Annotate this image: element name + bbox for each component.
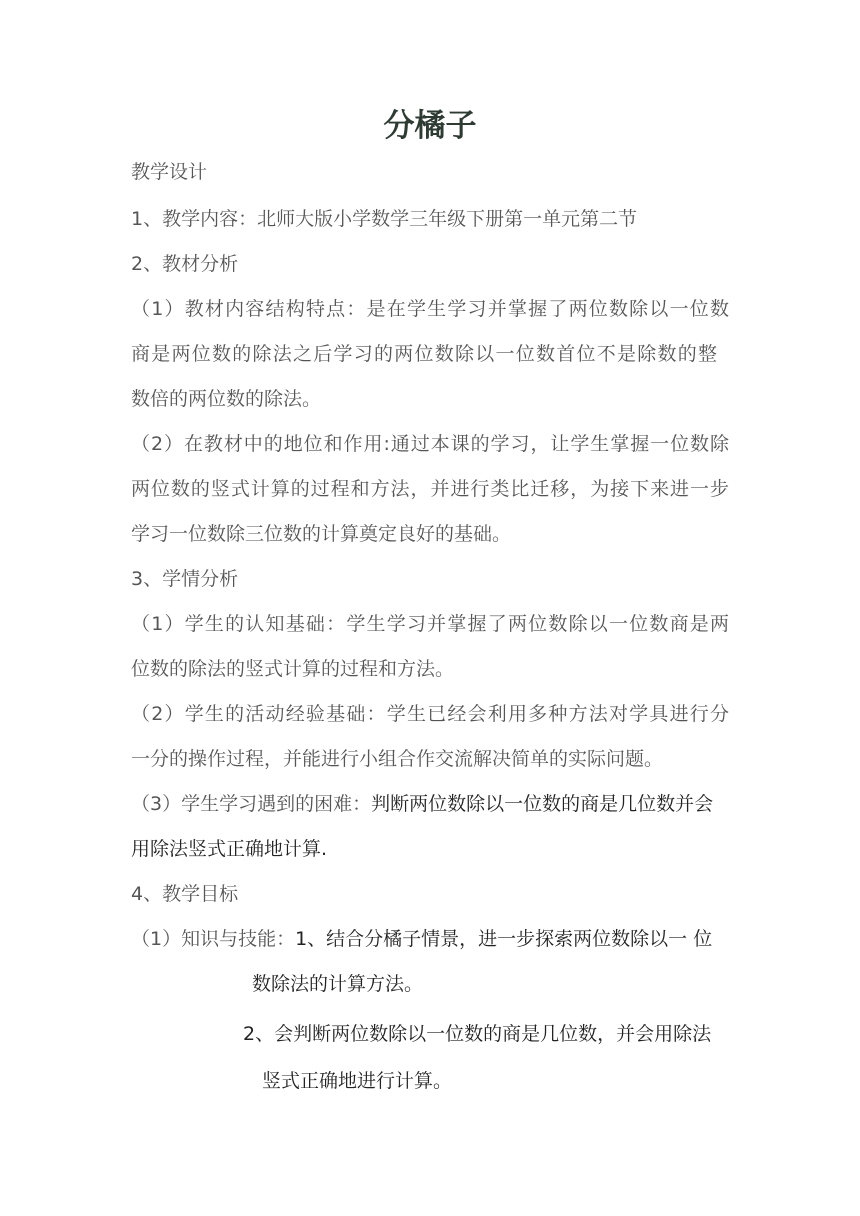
text-line-goal-1b: 数除法的计算方法。 — [252, 973, 424, 995]
text-line-textbook-analysis: 2、教材分析 — [131, 253, 239, 275]
text-line-learning-analysis: 3、学情分析 — [131, 568, 239, 590]
text-line-teaching-goals: 4、教学目标 — [131, 883, 239, 905]
text-line-learning-3b: 用除法竖式正确地计算. — [131, 838, 328, 860]
text-line-learning-2a: （2）学生的活动经验基础：学生已经会利用多种方法对学具进行分 — [131, 703, 729, 725]
difficulty-text: 判断两位数除以一位数的商是几位数并会 — [371, 793, 714, 815]
text-line-goal-2b: 竖式正确地进行计算。 — [262, 1070, 453, 1092]
text-line-goal-1a — [131, 925, 712, 953]
text-line-analysis-1b: 商是两位数的除法之后学习的两位数除以一位数首位不是除数的整 — [131, 343, 717, 365]
text-line-goal-2a: 2、会判断两位数除以一位数的商是几位数，并会用除法 — [243, 1023, 712, 1045]
skill-goal-1: 1、结合分橘子情景，进一步探索两位数除以一 位 — [295, 928, 713, 950]
text-line-analysis-1a: （1）教材内容结构特点：是在学生学习并掌握了两位数除以一位数 — [131, 298, 729, 320]
text-line-teaching-design: 教学设计 — [131, 161, 208, 183]
document-title: 分橘子 — [383, 108, 477, 144]
skill-label: （1）知识与技能： — [131, 928, 296, 950]
text-line-learning-1a: （1）学生的认知基础：学生学习并掌握了两位数除以一位数商是两 — [131, 613, 729, 635]
text-line-learning-1b: 位数的除法的竖式计算的过程和方法。 — [131, 658, 455, 680]
text-line-teaching-content: 1、教学内容：北师大版小学数学三年级下册第一单元第二节 — [131, 208, 638, 230]
text-line-analysis-2b: 两位数的竖式计算的过程和方法，并进行类比迁移，为接下来进一步 — [131, 478, 729, 500]
text-line-analysis-2c: 学习一位数除三位数的计算奠定良好的基础。 — [131, 523, 512, 545]
difficulty-label: （3）学生学习遇到的困难： — [131, 793, 372, 815]
text-line-analysis-1c: 数倍的两位数的除法。 — [131, 388, 322, 410]
text-line-analysis-2a: （2）在教材中的地位和作用:通过本课的学习，让学生掌握一位数除 — [131, 433, 729, 455]
text-line-learning-3a — [131, 790, 713, 818]
text-line-learning-2b: 一分的操作过程，并能进行小组合作交流解决简单的实际问题。 — [131, 748, 664, 770]
